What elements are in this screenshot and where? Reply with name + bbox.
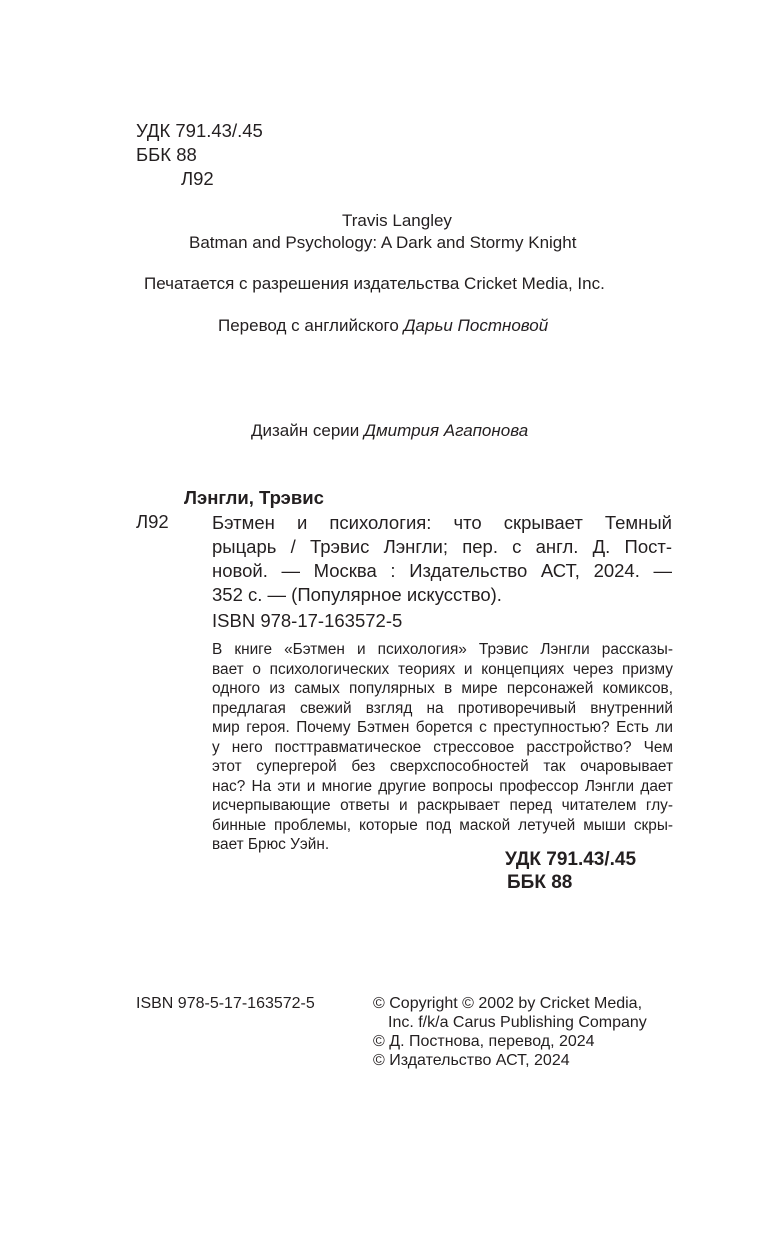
annotation-line: вает о психологических теориях и концепциях через призму: [212, 660, 673, 678]
design-prefix: Дизайн серии: [251, 421, 360, 440]
card-udk: УДК 791.43/.45: [505, 849, 637, 870]
copyright-line: Inc. f/k/a Carus Publishing Company: [388, 1014, 647, 1031]
annotation-line: мир героя. Почему Бэтмен борется с преступностью? Есть ли: [212, 719, 673, 736]
permission-line: Печатается с разрешения издательства Cricket Media, Inc.: [144, 274, 605, 293]
card-annotation: [212, 640, 673, 855]
annotation-line: бинные проблемы, которые под маской летучей мыши скры-: [212, 816, 673, 834]
original-title: Batman and Psychology: A Dark and Stormy Knight: [189, 233, 577, 252]
card-author-mark: Л92: [136, 511, 169, 532]
annotation-line: предлагая свежий взгляд на противоречивый внутренний: [212, 699, 673, 717]
author-mark: Л92: [181, 168, 214, 189]
annotation-line: у него посттравматическое стрессовое расстройство? Чем: [212, 738, 673, 756]
copyright-line: © Издательство АСТ, 2024: [373, 1052, 570, 1069]
original-author: Travis Langley: [342, 211, 452, 230]
annotation-line: одного из самых популярных в мире персонажей комиксов,: [212, 680, 673, 697]
card-description-line: 352 с. — (Популярное искусство).: [212, 584, 502, 605]
copyright-block: [373, 994, 647, 1070]
card-author-heading: Лэнгли, Трэвис: [184, 487, 324, 508]
card-description-line: новой. — Москва : Издательство АСТ, 2024. —: [212, 560, 672, 581]
footer-isbn: ISBN 978-5-17-163572-5: [136, 995, 315, 1012]
designer-name: Дмитрия Агапонова: [364, 421, 529, 440]
annotation-line: исчерпывающие ответы и раскрывает перед читателем глу-: [212, 797, 673, 814]
card-description: [212, 511, 672, 607]
udk-code: УДК 791.43/.45: [136, 120, 263, 141]
annotation-line: вает Брюс Уэйн.: [212, 836, 330, 853]
card-description-line: рыцарь / Трэвис Лэнгли; пер. с англ. Д. Пост-: [212, 536, 672, 557]
card-description-line: Бэтмен и психология: что скрывает Темный: [212, 512, 672, 533]
bbk-code: ББК 88: [136, 144, 197, 165]
annotation-line: В книге «Бэтмен и психология» Трэвис Лэнгли рассказы-: [212, 641, 673, 658]
translation-prefix: Перевод с английского: [218, 316, 399, 335]
card-bbk: ББК 88: [507, 872, 573, 893]
annotation-line: нас? На эти и многие другие вопросы профессор Лэнгли дает: [212, 777, 673, 795]
card-isbn: ISBN 978-17-163572-5: [212, 610, 403, 631]
translator-name: Дарьи Постновой: [403, 316, 549, 335]
design-credit: [251, 420, 528, 442]
annotation-line: этот супергерой без сверхспособностей так очаровывает: [212, 758, 673, 775]
copyright-line: © Д. Постнова, перевод, 2024: [373, 1033, 595, 1050]
copyright-line: © Copyright © 2002 by Cricket Media,: [373, 995, 643, 1012]
translation-credit: [218, 315, 548, 337]
